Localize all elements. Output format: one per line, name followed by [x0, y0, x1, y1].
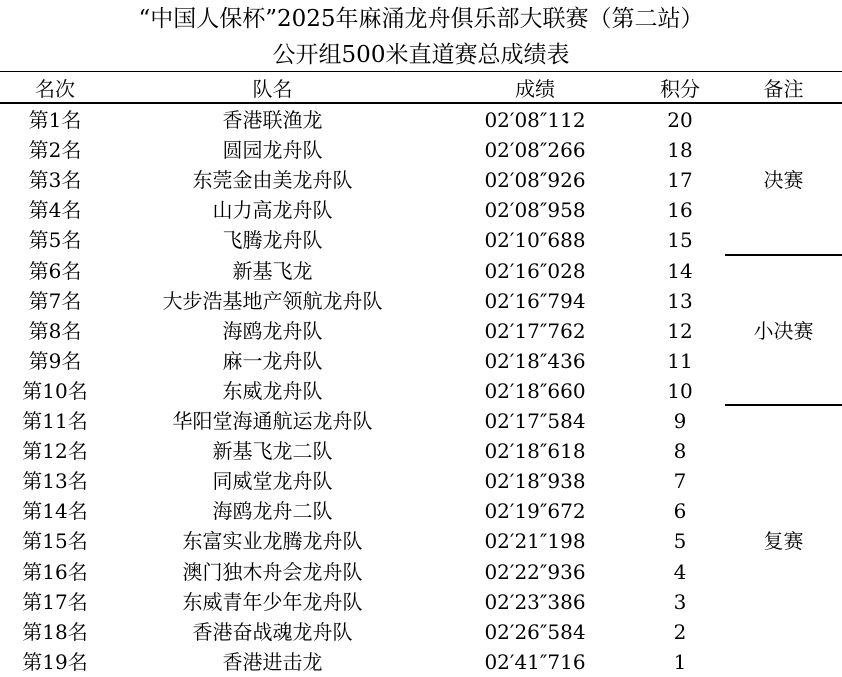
remark-group-divider	[725, 254, 842, 256]
time-cell: 02′08″266	[484, 138, 586, 163]
points-cell: 17	[667, 168, 693, 193]
rank-cell: 第14名	[22, 499, 88, 524]
team-cell: 香港奋战魂龙舟队	[192, 619, 353, 644]
rank-cell: 第11名	[22, 409, 88, 433]
rank-cell: 第15名	[22, 529, 88, 554]
remark-group-divider	[725, 404, 842, 406]
document-subtitle: 公开组500米直道赛总成绩表	[272, 42, 570, 68]
points-cell: 10	[667, 378, 693, 403]
team-cell: 华阳堂海通航运龙舟队	[172, 409, 373, 433]
team-cell: 新基飞龙二队	[212, 439, 333, 464]
team-cell: 香港进击龙	[222, 649, 323, 674]
team-cell: 大步浩基地产领航龙舟队	[162, 288, 383, 313]
points-cell: 7	[673, 469, 687, 494]
time-cell: 02′18″660	[484, 378, 586, 403]
rank-cell: 第16名	[22, 559, 88, 584]
points-cell: 3	[673, 589, 687, 614]
points-cell: 14	[667, 258, 693, 283]
team-cell: 澳门独木舟会龙舟队	[182, 559, 363, 584]
rank-cell: 第18名	[22, 619, 88, 644]
points-cell: 18	[667, 138, 693, 163]
rank-cell: 第8名	[28, 318, 82, 343]
team-cell: 东富实业龙腾龙舟队	[182, 529, 363, 554]
rank-cell: 第12名	[22, 439, 88, 464]
time-cell: 02′22″936	[484, 559, 586, 584]
team-cell: 圆园龙舟队	[222, 138, 323, 163]
points-cell: 11	[667, 348, 693, 373]
points-cell: 9	[673, 409, 687, 433]
time-cell: 02′08″926	[484, 168, 586, 193]
points-cell: 4	[673, 559, 687, 584]
team-cell: 东威龙舟队	[222, 378, 323, 403]
header-points: 积分	[660, 77, 700, 101]
remark-group-label: 决赛	[763, 168, 804, 193]
points-cell: 15	[667, 228, 693, 253]
remark-group-label: 复赛	[763, 529, 804, 554]
rank-cell: 第17名	[22, 589, 88, 614]
time-cell: 02′19″672	[484, 499, 586, 524]
time-cell: 02′18″938	[484, 469, 586, 494]
time-cell: 02′18″618	[484, 439, 586, 464]
team-cell: 同威堂龙舟队	[212, 469, 333, 494]
time-cell: 02′10″688	[484, 228, 586, 253]
time-cell: 02′18″436	[484, 348, 586, 373]
time-cell: 02′16″794	[484, 288, 586, 313]
time-cell: 02′08″958	[484, 198, 586, 223]
rank-cell: 第1名	[28, 108, 82, 132]
header-time: 成绩	[515, 77, 555, 101]
points-cell: 5	[673, 529, 687, 554]
team-cell: 东威青年少年龙舟队	[182, 589, 363, 614]
rank-cell: 第10名	[22, 378, 88, 403]
rank-cell: 第5名	[28, 228, 82, 253]
team-cell: 香港联渔龙	[222, 108, 323, 132]
time-cell: 02′23″386	[484, 589, 586, 614]
remark-group-label: 小决赛	[753, 318, 814, 343]
time-cell: 02′16″028	[484, 258, 586, 283]
rank-cell: 第7名	[28, 288, 82, 313]
team-cell: 新基飞龙	[232, 258, 313, 283]
time-cell: 02′17″762	[484, 318, 586, 343]
team-cell: 海鸥龙舟队	[222, 318, 323, 343]
points-cell: 8	[673, 439, 687, 464]
rank-cell: 第3名	[28, 168, 82, 193]
time-cell: 02′41″716	[484, 649, 586, 674]
rank-cell: 第19名	[22, 649, 88, 674]
time-cell: 02′21″198	[484, 529, 586, 554]
team-cell: 东莞金由美龙舟队	[192, 168, 353, 193]
points-cell: 13	[667, 288, 693, 313]
time-cell: 02′26″584	[484, 619, 586, 644]
points-cell: 1	[673, 649, 687, 674]
team-cell: 飞腾龙舟队	[222, 228, 323, 253]
team-cell: 山力高龙舟队	[212, 198, 333, 223]
header-remark: 备注	[763, 77, 804, 101]
time-cell: 02′08″112	[484, 108, 586, 132]
rank-cell: 第2名	[28, 138, 82, 163]
rank-cell: 第13名	[22, 469, 88, 494]
rank-cell: 第6名	[28, 258, 82, 283]
points-cell: 16	[667, 198, 693, 223]
header-team: 队名	[252, 77, 293, 101]
rank-cell: 第4名	[28, 198, 82, 223]
header-rank: 名次	[35, 77, 75, 101]
time-cell: 02′17″584	[484, 409, 586, 433]
table-top-rule	[0, 71, 842, 72]
table-header-rule	[0, 102, 842, 104]
team-cell: 麻一龙舟队	[222, 348, 323, 373]
document-title: “中国人保杯”2025年麻涌龙舟俱乐部大联赛（第二站）	[138, 6, 704, 32]
points-cell: 20	[667, 108, 693, 132]
points-cell: 6	[673, 499, 687, 524]
rank-cell: 第9名	[28, 348, 82, 373]
team-cell: 海鸥龙舟二队	[212, 499, 333, 524]
points-cell: 12	[667, 318, 693, 343]
points-cell: 2	[673, 619, 687, 644]
